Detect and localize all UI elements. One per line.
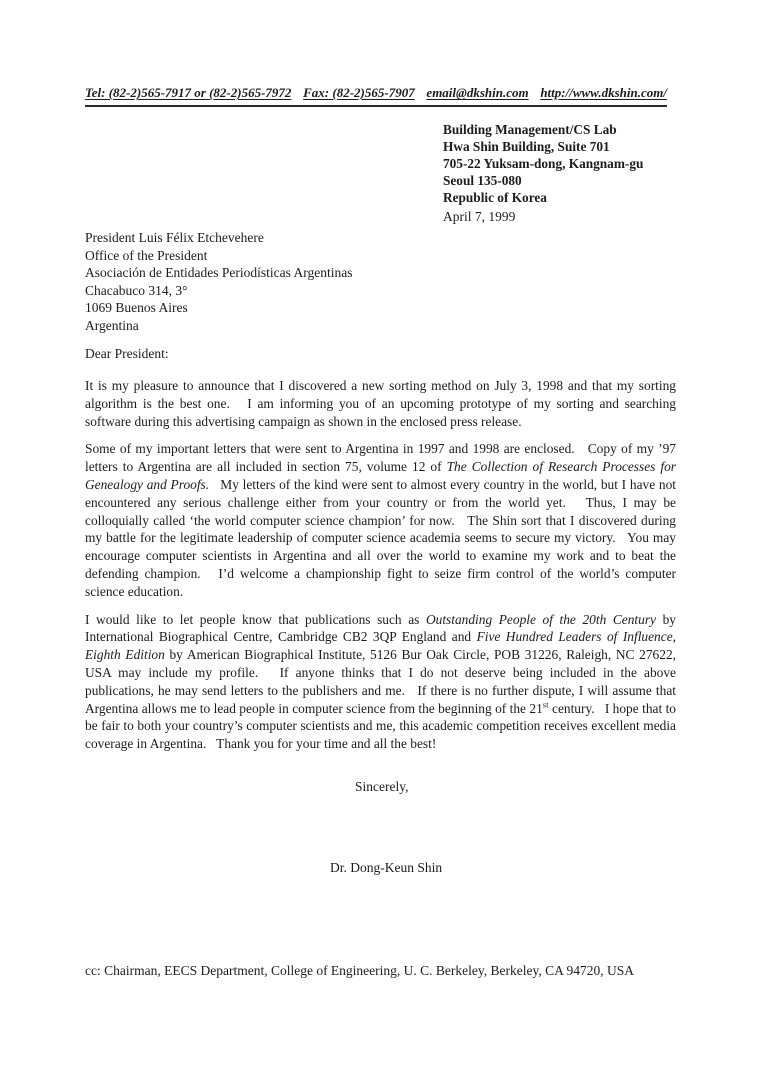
signature-name: Dr. Dong-Keun Shin [330, 860, 443, 875]
letterhead-contact-line [85, 85, 667, 107]
paragraph: Some of my important letters that were sent to Argentina in 1997 and 1998 are enclosed. Copy of my ’97 letters to Argentina are all included in section 75, volume 12 of The Collection of Research Processes for Genealogy and Proofs. My letters of the kind were sent to almost every country in the world, but I have not encountered any serious challenge either from your country or from the world yet. Thus, I may be colloquially called ‘the world computer science champion’ for now. The Shin sort that I discovered during my battle for the legitimate leadership of computer science academia seems to secure my victory. You may encourage computer scientists in Argentina and all over the world to examine my work and to beat the defending champion. I’d welcome a championship fight to seize firm control of the world’s computer science education. [85, 441, 680, 599]
cc-line: cc: Chairman, EECS Department, College of Engineering, U. C. Berkeley, Berkeley, CA 94720, USA [85, 963, 635, 978]
address-line: President Luis Félix Etchevehere [85, 230, 264, 245]
paragraph: It is my pleasure to announce that I discovered a new sorting method on July 3, 1998 and that my sorting algorithm is the best one. I am informing you of an upcoming prototype of my sorting and searching software during this advertising campaign as shown in the enclosed press release. [85, 378, 680, 429]
address-line: Republic of Korea [443, 190, 547, 205]
letter-body [85, 377, 680, 763]
address-line: Seoul 135-080 [443, 173, 522, 188]
website-text: http://www.dkshin.com/ [540, 85, 667, 100]
recipient-address-block [85, 229, 352, 335]
address-line: 705-22 Yuksam-dong, Kangnam-gu [443, 156, 644, 171]
paragraph: I would like to let people know that publications such as Outstanding People of the 20th Century by International Biographical Centre, Cambridge CB2 3QP England and Five Hundred Leaders of Influence, Eighth Edition by American Biographical Institute, 5126 Bur Oak Circle, POB 31226, Raleigh, NC 27622, USA may include my profile. If anyone thinks that I do not deserve being included in the above publications, he may send letters to the publishers and me. If there is no further dispute, I will assume that Argentina allows me to lead people in computer science from the beginning of the 21st century. I hope that to be fair to both your country’s computer scientists and me, this academic competition receives excellent media coverage in Argentina. Thank you for your time and all the best! [85, 611, 680, 752]
email-text: email@dkshin.com [426, 85, 529, 100]
address-line: Office of the President [85, 247, 208, 263]
fax-text: Fax: (82-2)565-7907 [303, 85, 415, 100]
tel-text: Tel: (82-2)565-7917 or (82-2)565-7972 [85, 85, 292, 100]
sender-address-block [443, 121, 643, 206]
address-line: Building Management/CS Lab [443, 122, 617, 137]
address-line: Asociación de Entidades Periodísticas Argentinas [85, 265, 353, 281]
address-line: Argentina [85, 317, 139, 333]
address-line: 1069 Buenos Aires [85, 300, 188, 316]
address-line: Hwa Shin Building, Suite 701 [443, 139, 610, 154]
address-line: Chacabuco 314, 3° [85, 282, 188, 298]
date-line: April 7, 1999 [443, 209, 516, 224]
salutation: Dear President: [85, 346, 169, 361]
closing-line: Sincerely, [355, 779, 409, 794]
